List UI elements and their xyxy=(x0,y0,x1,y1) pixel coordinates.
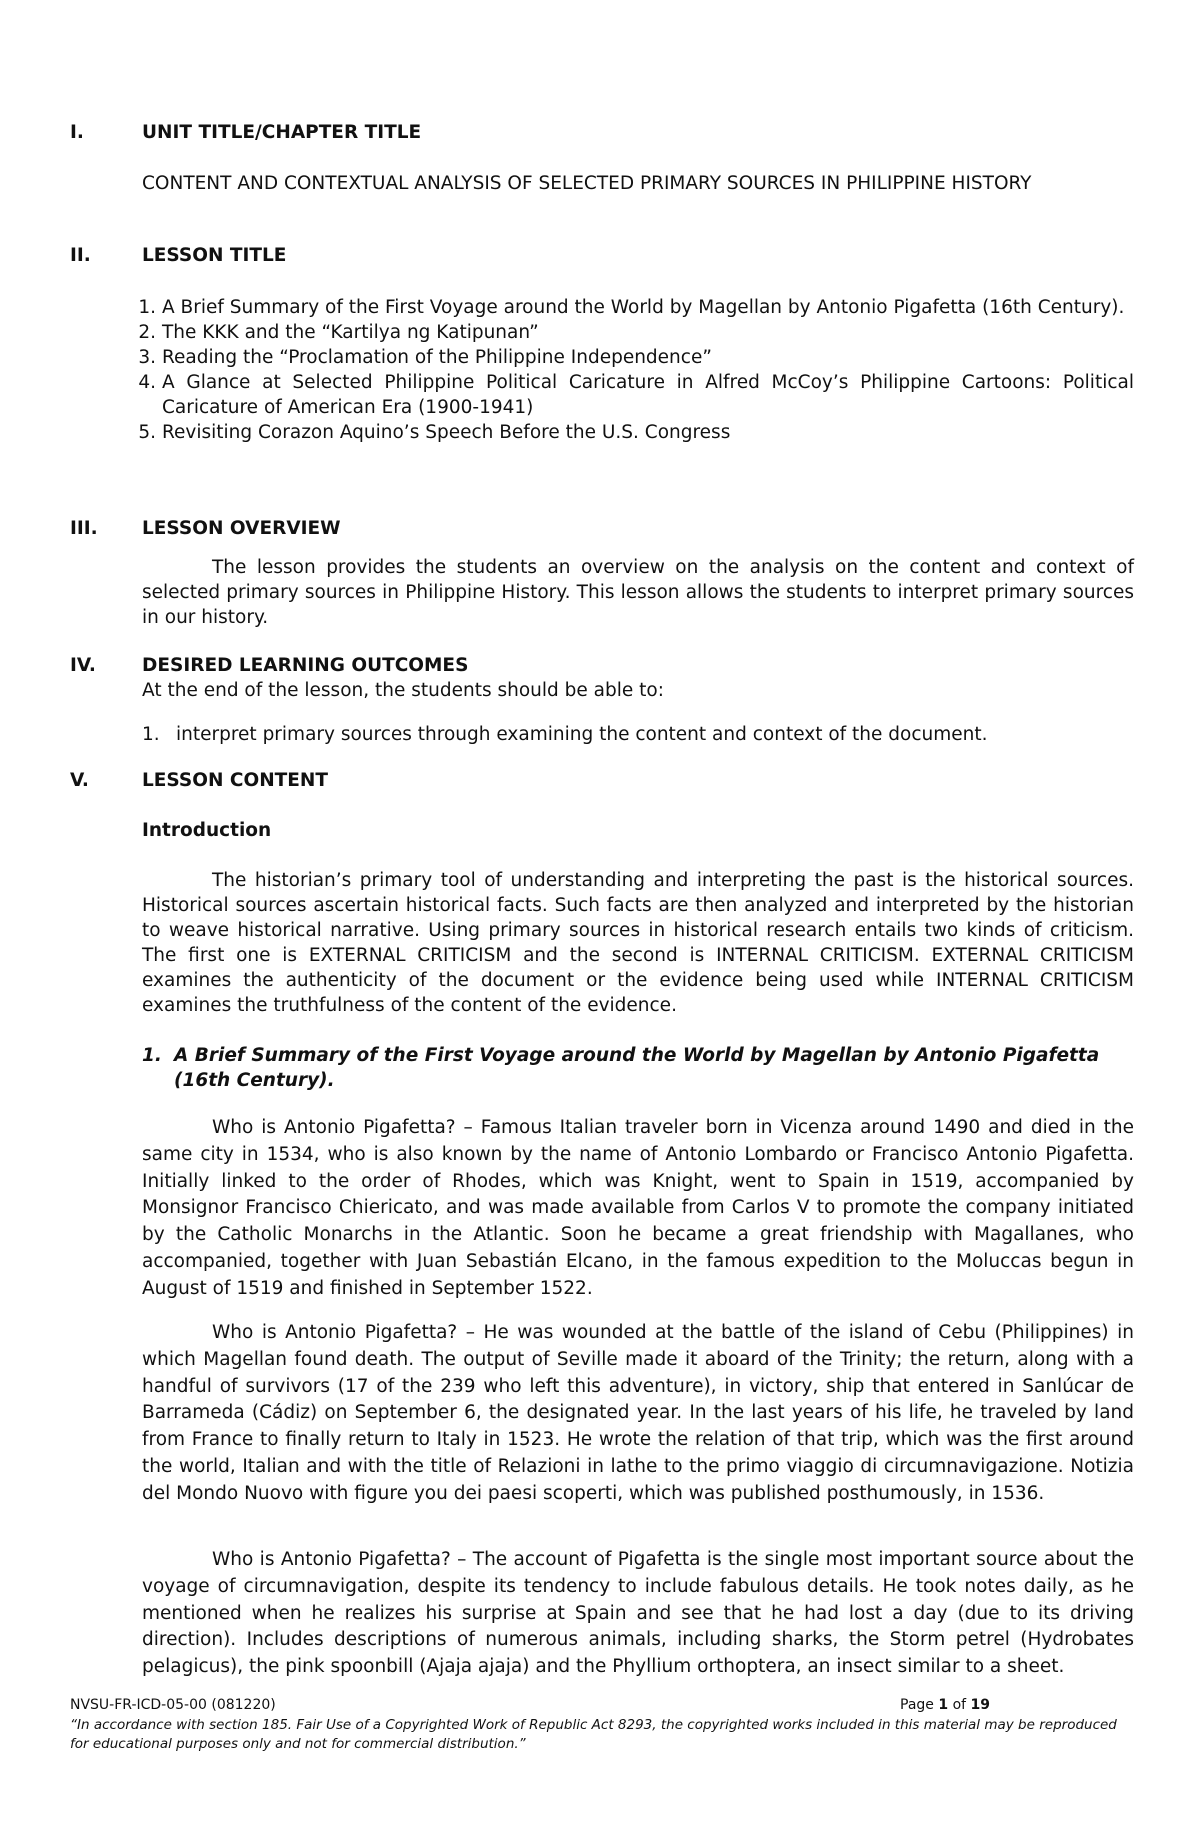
lesson-title-item xyxy=(138,320,1134,345)
list-text: Revisiting Corazon Aquino’s Speech Before the U.S. Congress xyxy=(162,422,731,443)
list-number: 5. xyxy=(138,422,156,443)
outcome-item xyxy=(142,722,1134,747)
document-code: NVSU-FR-ICD-05-00 (081220) xyxy=(70,1697,276,1713)
page-label: Page xyxy=(900,1697,934,1713)
page-indicator xyxy=(900,1697,990,1713)
topic-title-line1: A Brief Summary of the First Voyage around the World by Magellan by Antonio Pigafetta xyxy=(174,1045,1100,1066)
list-text: A Glance at Selected Philippine Political Caricature in Alfred McCoy’s Philippine Cartoons: Political Caricature of American Era (1900-1941) xyxy=(162,372,1134,418)
overview-text: The lesson provides the students an overview on the analysis on the content and context of selected primary sources in Philippine History. This lesson allows the students to interpret primary sources in our history. xyxy=(142,557,1134,628)
pigafetta-paragraph-2: Who is Antonio Pigafetta? – He was wounded at the battle of the island of Cebu (Philippines) in which Magellan found death. The output of Seville made it aboard of the Trinity; the return, along with a handful of survivors (17 of the 239 who left this adventure), in victory, ship that entered in Sanlúcar de Barrameda (Cádiz) on September 6, the designated year. In the last years of his life, he traveled by land from France to finally return to Italy in 1523. He wrote the relation of that trip, which was the first around the world, Italian and with the title of Relazioni in lathe to the primo viaggio di circumnavigazione. Notizia del Mondo Nuovo with figure you dei paesi scoperti, which was published posthumously, in 1536. xyxy=(142,1322,1134,1504)
section-title-unit: UNIT TITLE/CHAPTER TITLE xyxy=(142,122,422,143)
list-number: 3. xyxy=(138,347,156,368)
section-title-outcomes: DESIRED LEARNING OUTCOMES xyxy=(142,655,469,676)
page-total: 19 xyxy=(970,1697,990,1713)
list-number: 4. xyxy=(138,372,156,393)
lesson-title-item xyxy=(138,370,1134,420)
outcomes-intro: At the end of the lesson, the students should be able to: xyxy=(142,680,664,701)
section-number-2: II. xyxy=(70,245,91,266)
section-title-overview: LESSON OVERVIEW xyxy=(142,518,341,539)
copyright-note: “In accordance with section 185. Fair Use of a Copyrighted Work of Republic Act 8293, the copyrighted works included in this material may be reproduced for educational purposes only and not for commercial distribution.” xyxy=(70,1717,1117,1752)
list-number: 1. xyxy=(138,297,156,318)
section-number-1: I. xyxy=(70,122,84,143)
lesson-title-item xyxy=(138,345,1134,370)
pigafetta-paragraph-1: Who is Antonio Pigafetta? – Famous Italian traveler born in Vicenza around 1490 and died in the same city in 1534, who is also known by the name of Antonio Lombardo or Francisco Antonio Pigafetta. Initially linked to the order of Rhodes, which was Knight, went to Spain in 1519, accompanied by Monsignor Francisco Chiericato, and was made available from Carlos V to promote the company initiated by the Catholic Monarchs in the Atlantic. Soon he became a great friendship with Magallanes, who accompanied, together with Juan Sebastián Elcano, in the famous expedition to the Moluccas begun in August of 1519 and finished in September 1522. xyxy=(142,1117,1134,1299)
section-number-3: III. xyxy=(70,518,98,539)
topic-title-line2: (16th Century). xyxy=(174,1070,335,1091)
list-text: The KKK and the “Kartilya ng Katipunan” xyxy=(162,322,539,343)
lesson-title-item xyxy=(138,295,1134,320)
pigafetta-paragraph-3: Who is Antonio Pigafetta? – The account of Pigafetta is the single most important source about the voyage of circumnavigation, despite its tendency to include fabulous details. He took notes daily, as he mentioned when he realizes his surprise at Spain and see that he had lost a day (due to its driving direction). Includes descriptions of numerous animals, including sharks, the Storm petrel (Hydrobates pelagicus), the pink spoonbill (Ajaja ajaja) and the Phyllium orthoptera, an insect similar to a sheet. xyxy=(142,1549,1134,1678)
list-number: 1. xyxy=(142,724,160,745)
section-title-lesson: LESSON TITLE xyxy=(142,245,287,266)
list-number: 2. xyxy=(138,322,156,343)
introduction-text: The historian’s primary tool of understanding and interpreting the past is the historical sources. Historical sources ascertain historical facts. Such facts are then analyzed and interpreted by the historian to weave historical narrative. Using primary sources in historical research entails two kinds of criticism. The first one is EXTERNAL CRITICISM and the second is INTERNAL CRITICISM. EXTERNAL CRITICISM examines the authenticity of the document or the evidence being used while INTERNAL CRITICISM examines the truthfulness of the content of the evidence. xyxy=(142,870,1134,1016)
list-text: interpret primary sources through examining the content and context of the document. xyxy=(176,724,988,745)
list-text: Reading the “Proclamation of the Philippine Independence” xyxy=(162,347,712,368)
topic-number: 1. xyxy=(142,1045,162,1066)
section-number-5: V. xyxy=(70,770,89,791)
page-number: 1 xyxy=(938,1697,949,1713)
lesson-title-list xyxy=(138,295,1134,445)
of-label: of xyxy=(952,1697,967,1713)
topic-heading-1 xyxy=(142,1043,1134,1093)
list-text: A Brief Summary of the First Voyage around the World by Magellan by Antonio Pigafetta (16th Century). xyxy=(162,297,1125,318)
unit-title-text: CONTENT AND CONTEXTUAL ANALYSIS OF SELECTED PRIMARY SOURCES IN PHILIPPINE HISTORY xyxy=(142,173,1032,194)
section-title-content: LESSON CONTENT xyxy=(142,770,329,791)
introduction-heading: Introduction xyxy=(142,820,272,841)
lesson-title-item xyxy=(138,420,1134,445)
section-number-4: IV. xyxy=(70,655,96,676)
